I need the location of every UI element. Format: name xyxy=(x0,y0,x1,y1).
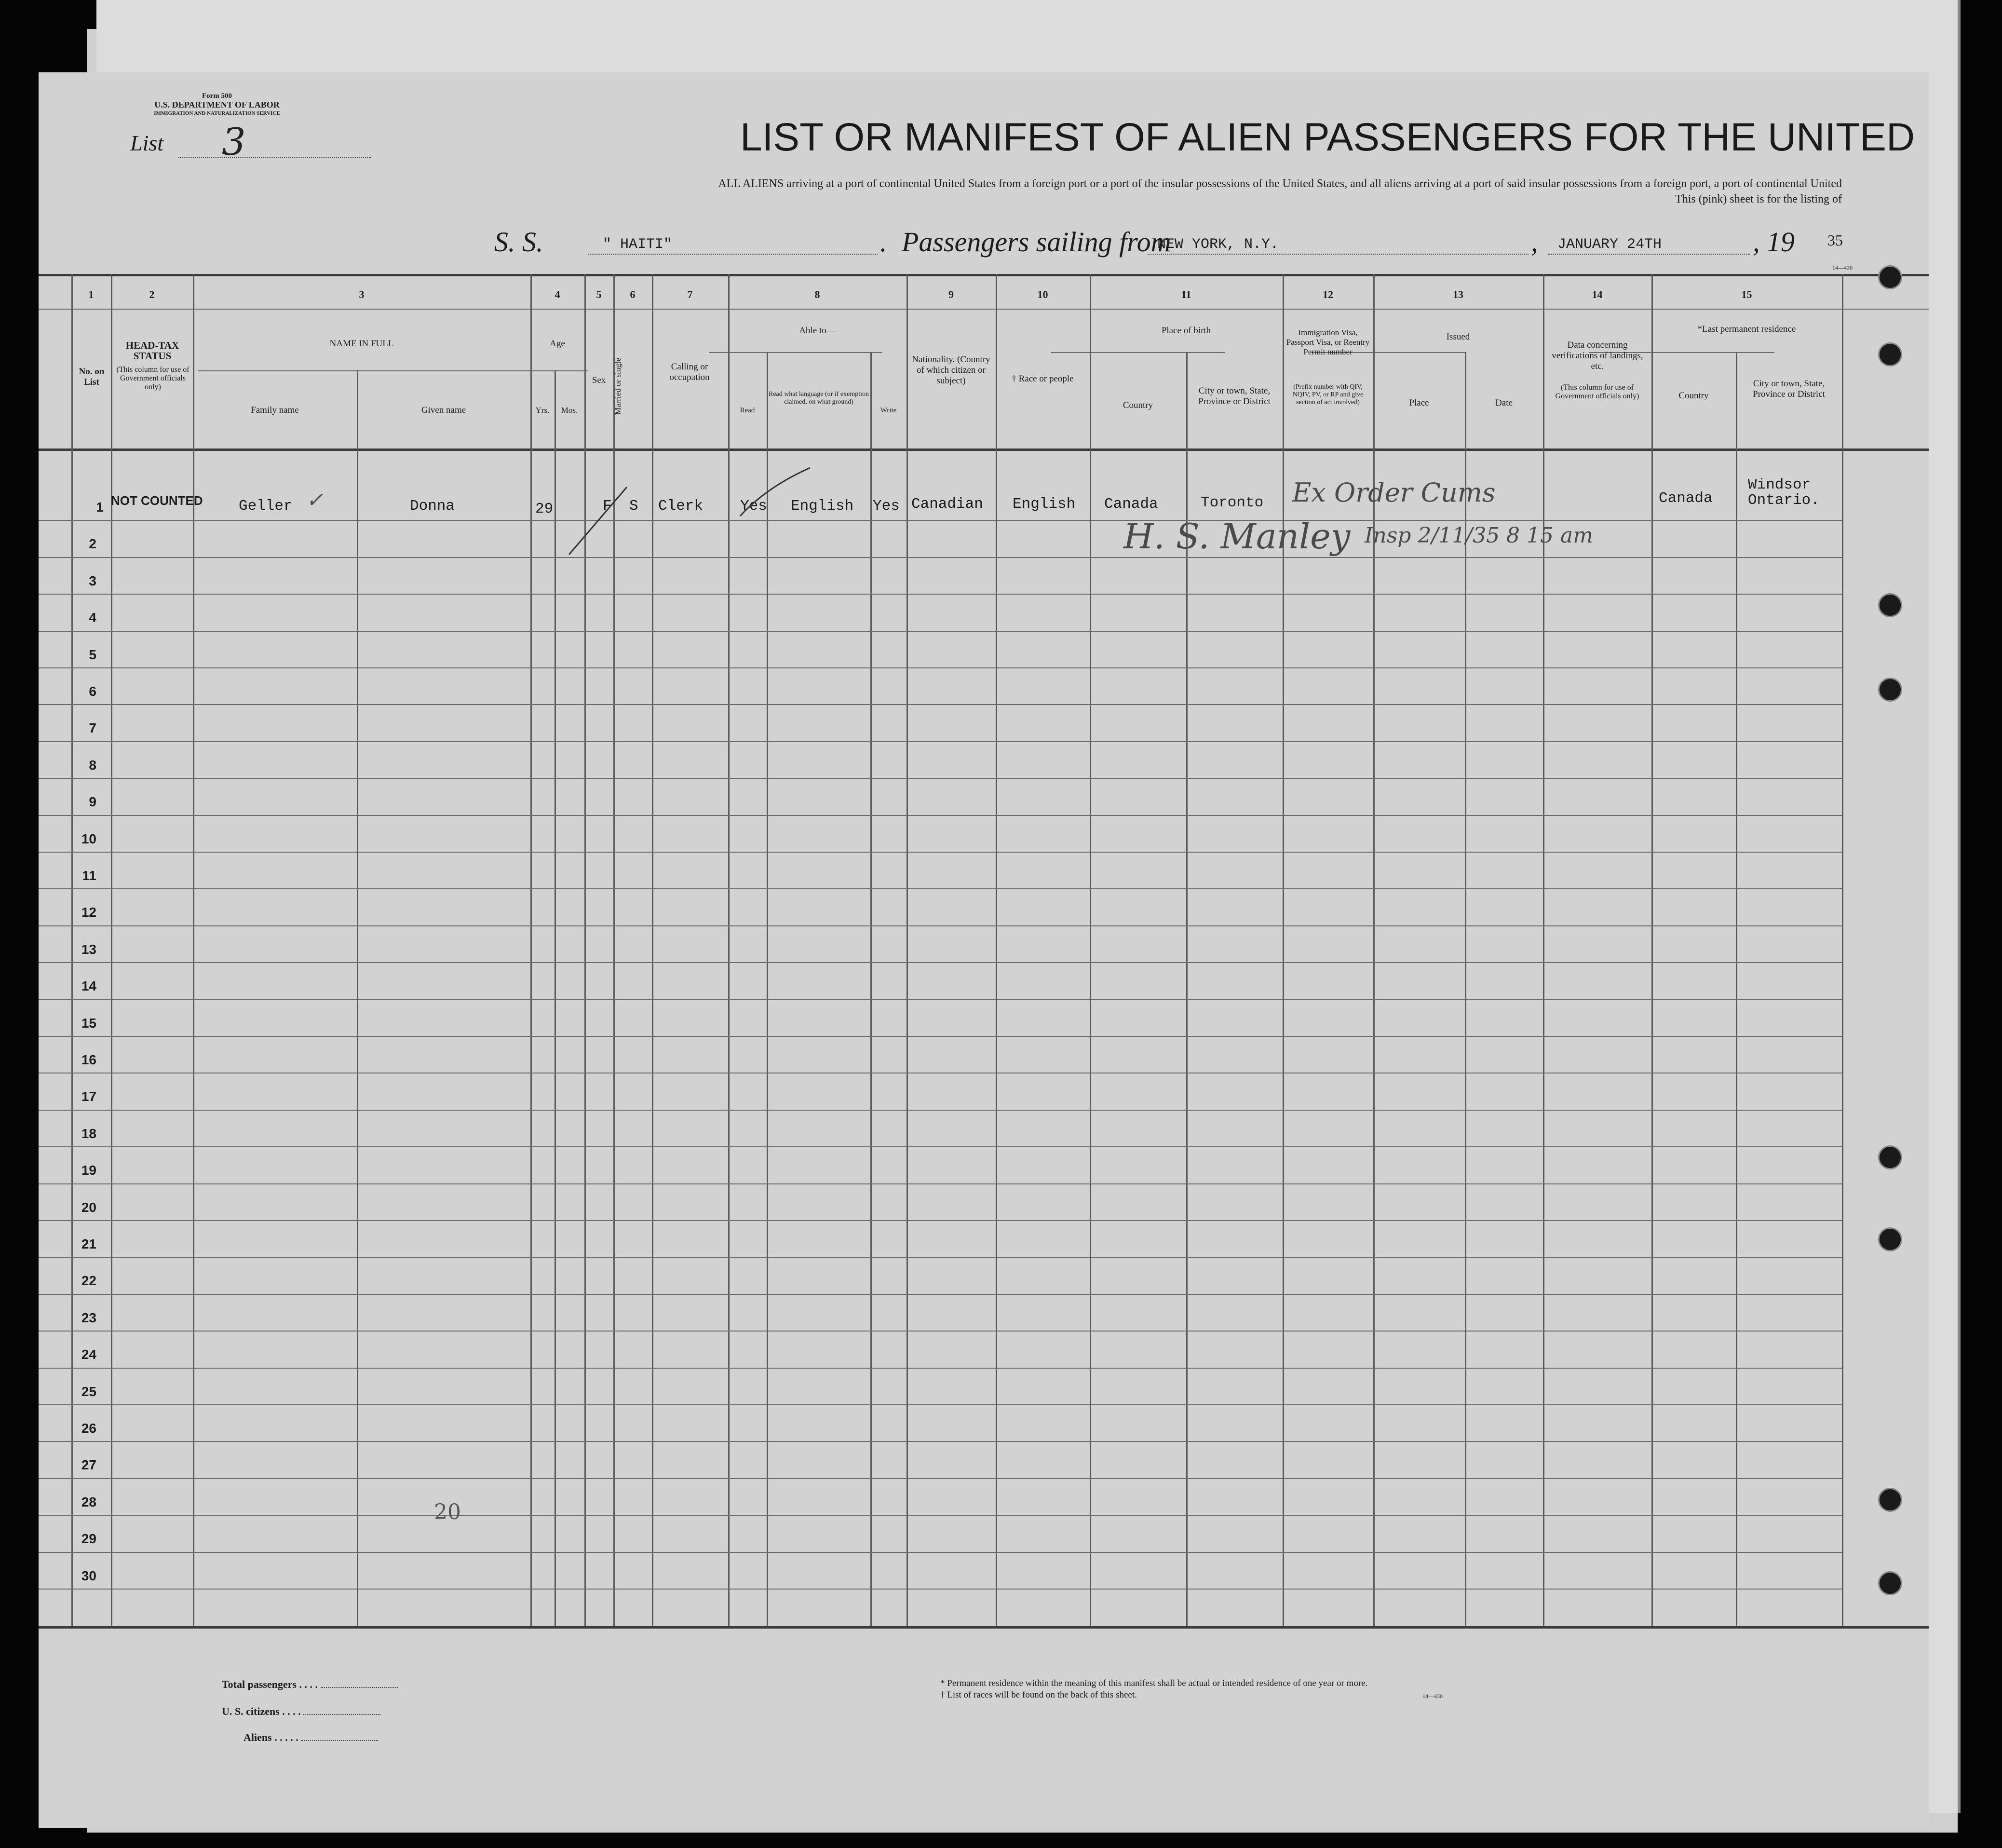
sailing-label: Passengers sailing from xyxy=(902,226,1171,258)
head-calling: Calling or occupation xyxy=(669,362,710,382)
head-age: Age xyxy=(550,339,565,349)
head-no-on-list: No. on List xyxy=(79,367,105,387)
print-code-top: 14—430 xyxy=(1832,264,1853,271)
dot-1: . xyxy=(880,226,887,258)
footer-us-citizens-label: U. S. citizens xyxy=(222,1705,280,1717)
ss-label: S. S. xyxy=(494,226,543,258)
year-prefix-text: 19 xyxy=(1767,226,1795,258)
row-rule xyxy=(39,1404,1842,1405)
row-number: 6 xyxy=(89,684,96,699)
entry-head-tax: NOT COUNTED xyxy=(111,493,203,508)
col-rule-8b xyxy=(767,352,768,1626)
ship-name: " HAITI" xyxy=(603,236,673,253)
col-rule-4 xyxy=(530,274,532,1626)
row-rule xyxy=(39,520,1842,521)
colnum-border xyxy=(39,309,1929,310)
row-number: 3 xyxy=(89,573,96,588)
manifest-sheet xyxy=(39,72,1929,1828)
entry-check-mark: ✓ xyxy=(306,488,324,512)
col-rule-12 xyxy=(1283,274,1284,1626)
row-number: 5 xyxy=(89,647,96,662)
entry-nationality: Canadian xyxy=(911,496,983,513)
head-place-of-birth: Place of birth xyxy=(1161,326,1211,336)
col-rule-3b xyxy=(357,370,358,1626)
col-rule-15b xyxy=(1736,352,1737,1626)
row-rule xyxy=(39,1589,1842,1590)
row-number: 1 xyxy=(96,500,104,515)
handwritten-annotation-2: H. S. Manley xyxy=(1123,516,1351,557)
form-id xyxy=(135,92,299,118)
row-number: 21 xyxy=(81,1237,96,1251)
colnum-15: 15 xyxy=(1741,288,1752,300)
head-head-tax-note: (This column for use of Government officials only) xyxy=(116,366,189,391)
row-rule xyxy=(39,594,1842,595)
header-bottom-border xyxy=(39,448,1929,451)
col-rule-3 xyxy=(193,274,194,1626)
head-married: Married or single xyxy=(613,357,622,415)
col-rule-8 xyxy=(728,274,730,1626)
sailing-port: NEW YORK, N.Y. xyxy=(1157,236,1279,253)
row-rule xyxy=(39,741,1842,742)
head-head-tax: HEAD-TAX STATUS xyxy=(125,340,179,362)
head-verifications-note: (This column for use of Government officials only) xyxy=(1555,383,1639,400)
row-number: 11 xyxy=(82,868,96,883)
row-rule xyxy=(39,557,1842,558)
intro-line-2: This (pink) sheet is for the listing of xyxy=(1675,193,1842,205)
head-birth-country: Country xyxy=(1123,400,1153,410)
entry-family-name: Geller xyxy=(239,498,293,515)
sailing-port-line xyxy=(1148,236,1529,255)
entry-res-city-1: Windsor xyxy=(1748,476,1811,493)
footer-total-passengers-label: Total passengers xyxy=(222,1678,297,1690)
head-visa: Immigration Visa, Passport Visa, or Reentry Permit number xyxy=(1286,328,1370,356)
col-rule-14 xyxy=(1543,274,1544,1626)
row-rule xyxy=(39,1294,1842,1295)
footer-total-passengers: Total passengers . . . . xyxy=(222,1678,398,1691)
sailing-date-line xyxy=(1548,236,1750,255)
punch-hole xyxy=(1878,1227,1902,1251)
table-bottom-border xyxy=(39,1626,1929,1629)
year-prefix: , 19 xyxy=(1753,226,1795,258)
entry-birth-country: Canada xyxy=(1104,496,1158,513)
row-number: 25 xyxy=(81,1384,96,1399)
punch-hole xyxy=(1878,265,1902,289)
head-issued: Issued xyxy=(1446,332,1470,342)
entry-given-name: Donna xyxy=(410,498,455,515)
head-sex: Sex xyxy=(592,375,606,385)
punch-hole xyxy=(1878,342,1902,367)
row-rule xyxy=(39,962,1842,963)
punch-hole xyxy=(1878,1571,1902,1595)
page-title: LIST OR MANIFEST OF ALIEN PASSENGERS FOR THE UNITED xyxy=(740,115,1915,159)
head-issued-place: Place xyxy=(1409,398,1429,408)
col-rule-8c xyxy=(870,352,872,1626)
head-able-to: Able to— xyxy=(799,326,836,336)
row-rule xyxy=(39,1183,1842,1184)
col-rule-9 xyxy=(906,274,908,1626)
colnum-13: 13 xyxy=(1453,288,1463,300)
col-rule-10 xyxy=(996,274,997,1626)
head-nationality: Nationality. (Country of which citizen or subject) xyxy=(912,354,990,386)
row-number: 8 xyxy=(89,758,96,773)
row-number: 15 xyxy=(81,1016,96,1031)
colnum-3: 3 xyxy=(359,288,365,300)
entry-write: Yes xyxy=(873,498,900,515)
head-visa-note: (Prefix number with QIV, NQIV, PV, or RP and give section of act involved) xyxy=(1292,383,1364,406)
head-verifications: Data concerning verifications of landings, etc. xyxy=(1552,340,1643,371)
entry-age: 29 xyxy=(535,501,554,517)
entry-birth-city: Toronto xyxy=(1201,494,1264,511)
head-birth-city: City or town, State, Province or District xyxy=(1198,386,1271,407)
list-number-line xyxy=(178,121,371,164)
colnum-9: 9 xyxy=(948,288,954,300)
row-number: 13 xyxy=(81,942,96,957)
punch-hole xyxy=(1878,678,1902,702)
colnum-14: 14 xyxy=(1592,288,1603,300)
handwritten-annotation-1: Ex Order Cums xyxy=(1292,477,1496,508)
punch-hole xyxy=(1878,1488,1902,1512)
row-rule xyxy=(39,852,1842,853)
row-rule xyxy=(39,1478,1842,1479)
able-sub-rule xyxy=(709,352,882,353)
row-number: 24 xyxy=(81,1347,96,1362)
footer-code: 14—430 xyxy=(1422,1693,1443,1699)
row-rule xyxy=(39,1331,1842,1332)
row-rule xyxy=(39,1036,1842,1037)
row-number: 23 xyxy=(81,1310,96,1325)
row-number: 29 xyxy=(81,1531,96,1546)
row-number: 4 xyxy=(89,610,96,625)
col-rule-4b xyxy=(555,370,556,1626)
pen-strokes xyxy=(559,468,704,564)
row-rule xyxy=(39,1441,1842,1442)
head-name-in-full: NAME IN FULL xyxy=(329,339,394,349)
row-rule xyxy=(39,1257,1842,1258)
row-rule xyxy=(39,1146,1842,1147)
row-rule xyxy=(39,925,1842,926)
row-number: 27 xyxy=(81,1457,96,1472)
col-rule-11 xyxy=(1090,274,1091,1626)
row-rule xyxy=(39,1552,1842,1553)
footer-aliens: Aliens . . . . . xyxy=(243,1731,378,1744)
comma-1: , xyxy=(1531,226,1538,258)
row-number: 7 xyxy=(89,720,96,735)
row-rule xyxy=(39,1220,1842,1221)
colnum-2: 2 xyxy=(149,288,155,300)
colnum-5: 5 xyxy=(596,288,602,300)
birth-sub-rule xyxy=(1051,352,1225,353)
row-number: 19 xyxy=(81,1163,96,1178)
entry-language: English xyxy=(791,498,854,515)
head-yrs: Yrs. xyxy=(535,406,550,415)
colnum-11: 11 xyxy=(1181,288,1191,300)
footer-aliens-label: Aliens xyxy=(243,1731,272,1743)
row-number: 30 xyxy=(81,1568,96,1583)
colnum-1: 1 xyxy=(88,288,94,300)
colnum-4: 4 xyxy=(555,288,560,300)
row-rule xyxy=(39,1368,1842,1369)
head-res-country: Country xyxy=(1678,391,1709,401)
punch-hole xyxy=(1878,593,1902,617)
col-rule-15 xyxy=(1651,274,1653,1626)
entry-calling: Clerk xyxy=(658,498,703,515)
row-number: 9 xyxy=(89,794,96,809)
head-given-name: Given name xyxy=(421,405,466,415)
footer-note-1: * Permanent residence within the meaning of this manifest shall be actual or intended residence of one year or more. xyxy=(940,1678,1368,1688)
head-read: Read xyxy=(740,407,755,414)
row-number: 2 xyxy=(89,536,96,551)
col-rule-2 xyxy=(111,274,112,1626)
row-number: 28 xyxy=(81,1495,96,1509)
form-number: Form 500 xyxy=(202,92,232,100)
row-number: 12 xyxy=(81,905,96,920)
list-number: 3 xyxy=(222,121,246,164)
sailing-date: JANUARY 24TH xyxy=(1557,236,1662,253)
col-rule-13 xyxy=(1373,274,1375,1626)
entry-married: S xyxy=(629,498,638,515)
row-rule xyxy=(39,888,1842,889)
entry-sex: F xyxy=(603,498,612,515)
head-family-name: Family name xyxy=(251,405,299,415)
row-rule xyxy=(39,1110,1842,1111)
ship-name-line xyxy=(588,236,878,255)
row-rule xyxy=(39,815,1842,816)
head-write: Write xyxy=(880,407,897,414)
row-number: 20 xyxy=(81,1200,96,1215)
row-rule xyxy=(39,1515,1842,1516)
row-rule xyxy=(39,999,1842,1000)
col-rule-16 xyxy=(1842,274,1843,1626)
intro-line-1: ALL ALIENS arriving at a port of continental United States from a foreign port or a port of the insular possessions of the United States, and all aliens arriving at a port of said insular possessions from a foreign port, a port of continental United xyxy=(718,177,1842,190)
footer-us-citizens: U. S. citizens . . . . xyxy=(222,1705,380,1718)
entry-res-city-2: Ontario. xyxy=(1748,492,1820,509)
row-rule xyxy=(39,704,1842,705)
pen-stroke-2 xyxy=(733,448,829,521)
row-rule xyxy=(39,778,1842,779)
name-sub-rule xyxy=(198,370,535,371)
footer-note-2: † List of races will be found on the back of this sheet. xyxy=(940,1690,1137,1700)
punch-hole xyxy=(1878,1145,1902,1169)
age-sub-rule xyxy=(535,370,588,371)
head-mos: Mos. xyxy=(561,406,578,415)
entry-read: Yes xyxy=(740,498,767,515)
colnum-12: 12 xyxy=(1323,288,1333,300)
head-res-city: City or town, State, Province or District xyxy=(1753,379,1825,399)
head-race: † Race or people xyxy=(1012,374,1074,384)
row-rule xyxy=(39,631,1842,632)
row-number: 18 xyxy=(81,1126,96,1141)
service: IMMIGRATION AND NATURALIZATION SERVICE xyxy=(154,110,280,116)
row-number: 17 xyxy=(81,1089,96,1104)
department: U.S. DEPARTMENT OF LABOR xyxy=(154,100,280,109)
row-number: 22 xyxy=(81,1273,96,1288)
colnum-7: 7 xyxy=(687,288,693,300)
entry-race: English xyxy=(1013,496,1076,513)
entry-res-country: Canada xyxy=(1659,490,1713,507)
row-rule xyxy=(39,667,1842,668)
head-read-lang: Read what language (or if exemption claimed, on what ground) xyxy=(769,391,869,406)
colnum-8: 8 xyxy=(814,288,820,300)
colnum-10: 10 xyxy=(1037,288,1048,300)
row-number: 26 xyxy=(81,1421,96,1436)
list-label: List xyxy=(130,131,164,155)
row-number: 10 xyxy=(81,831,96,846)
colnum-6: 6 xyxy=(630,288,636,300)
table-top-border xyxy=(39,274,1929,276)
sheet-mark: 20 xyxy=(434,1500,461,1524)
handwritten-annotation-3: Insp 2/11/35 8 15 am xyxy=(1365,523,1593,548)
head-issued-date: Date xyxy=(1495,398,1513,408)
year-suffix: 35 xyxy=(1827,231,1843,249)
head-last-residence: *Last permanent residence xyxy=(1697,324,1796,334)
row-number: 14 xyxy=(81,978,96,993)
row-number: 16 xyxy=(81,1052,96,1067)
